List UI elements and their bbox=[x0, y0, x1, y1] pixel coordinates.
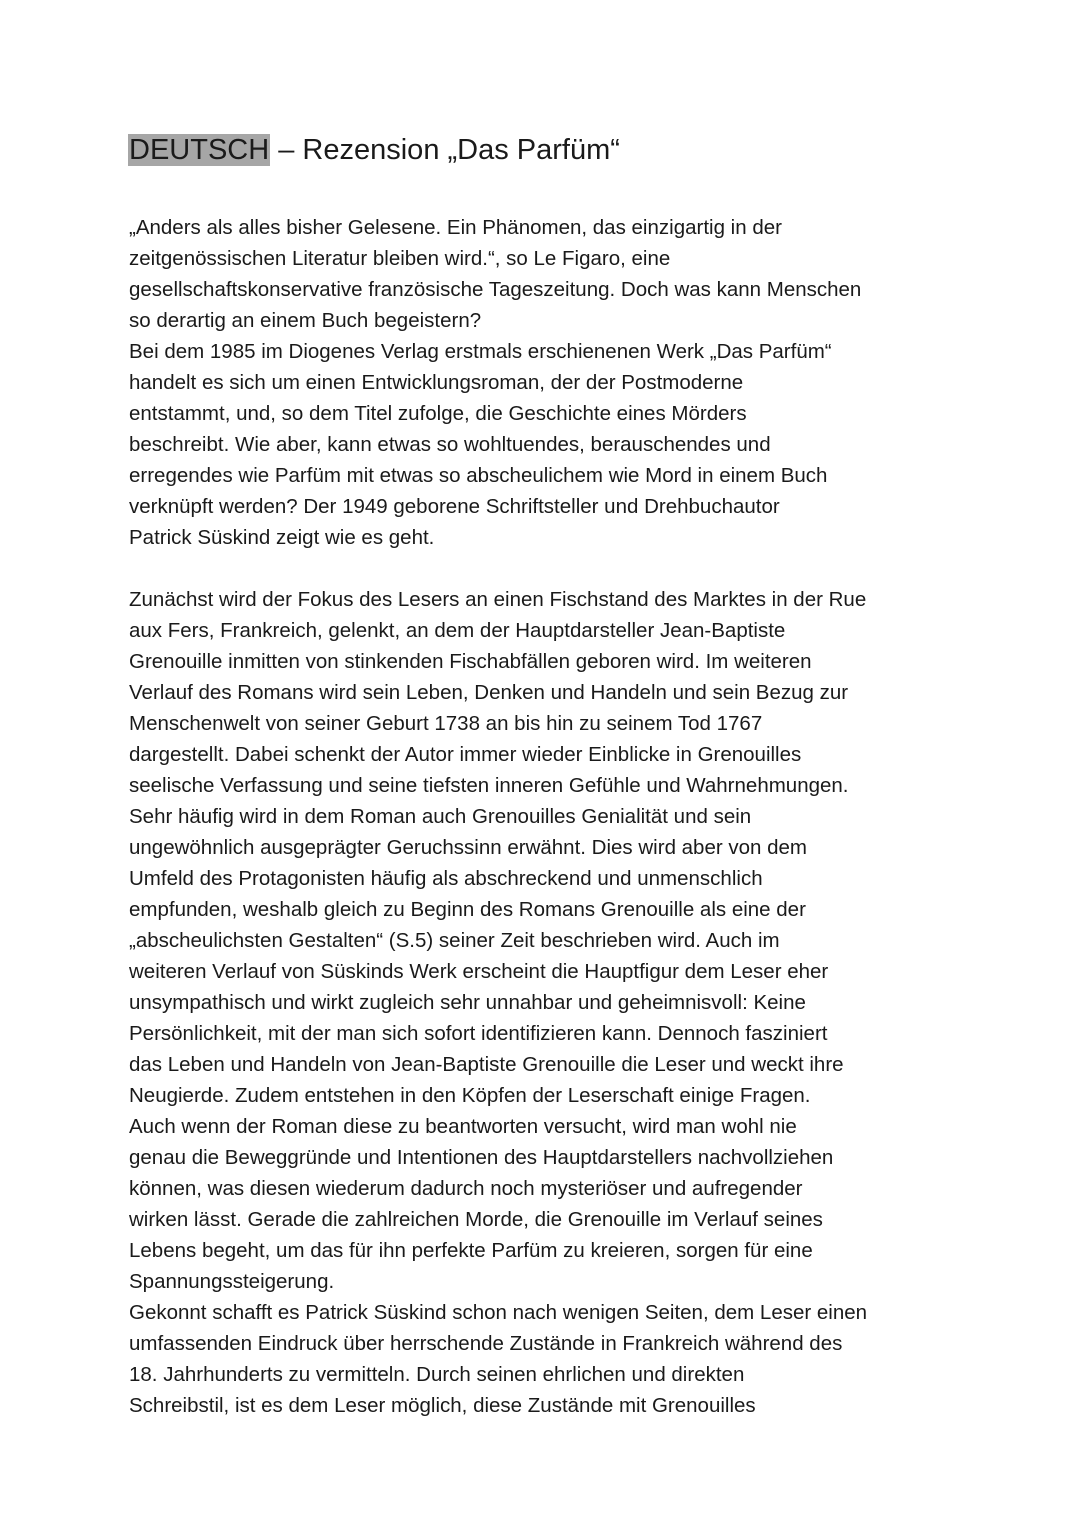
text-line: können, was diesen wiederum dadurch noch mysteriöser und aufregender bbox=[129, 1177, 803, 1200]
text-line: Spannungssteigerung. bbox=[129, 1270, 335, 1293]
title-text: – Rezension „Das Parfüm“ bbox=[270, 134, 620, 166]
text-line: erregendes wie Parfüm mit etwas so abscheulichem wie Mord in einem Buch bbox=[129, 464, 828, 487]
text-line: dargestellt. Dabei schenkt der Autor immer wieder Einblicke in Grenouilles bbox=[129, 743, 802, 766]
paragraph-intro-quote bbox=[129, 212, 959, 336]
text-line: „abscheulichsten Gestalten“ (S.5) seiner Zeit beschrieben wird. Auch im bbox=[129, 929, 780, 952]
text-line: Gekonnt schafft es Patrick Süskind schon nach wenigen Seiten, dem Leser einen bbox=[129, 1301, 868, 1324]
text-line: so derartig an einem Buch begeistern? bbox=[129, 309, 482, 332]
text-line: Umfeld des Protagonisten häufig als abschreckend und unmenschlich bbox=[129, 867, 763, 890]
text-line: verknüpft werden? Der 1949 geborene Schriftsteller und Drehbuchautor bbox=[129, 495, 780, 518]
paragraph-book-info bbox=[129, 336, 959, 553]
text-line: gesellschaftskonservative französische Tageszeitung. Doch was kann Menschen bbox=[129, 278, 862, 301]
paragraph-style-assessment bbox=[129, 1297, 959, 1421]
text-line: Bei dem 1985 im Diogenes Verlag erstmals erschienenen Werk „Das Parfüm“ bbox=[129, 340, 832, 363]
text-line: genau die Beweggründe und Intentionen des Hauptdarstellers nachvollziehen bbox=[129, 1146, 834, 1169]
text-line: ungewöhnlich ausgeprägter Geruchssinn erwähnt. Dies wird aber von dem bbox=[129, 836, 808, 859]
text-line: Schreibstil, ist es dem Leser möglich, diese Zustände mit Grenouilles bbox=[129, 1394, 756, 1417]
text-line: 18. Jahrhunderts zu vermitteln. Durch seinen ehrlichen und direkten bbox=[129, 1363, 745, 1386]
text-line: Zunächst wird der Fokus des Lesers an einen Fischstand des Marktes in der Rue bbox=[129, 588, 867, 611]
text-line: Persönlichkeit, mit der man sich sofort identifizieren kann. Dennoch fasziniert bbox=[129, 1022, 828, 1045]
text-line: weiteren Verlauf von Süskinds Werk erscheint die Hauptfigur dem Leser eher bbox=[129, 960, 829, 983]
review-body bbox=[129, 212, 959, 1421]
text-line: unsympathisch und wirkt zugleich sehr unnahbar und geheimnisvoll: Keine bbox=[129, 991, 806, 1014]
paragraph-spacer bbox=[129, 553, 959, 584]
text-line: wirken lässt. Gerade die zahlreichen Morde, die Grenouille im Verlauf seines bbox=[129, 1208, 823, 1231]
text-line: empfunden, weshalb gleich zu Beginn des Romans Grenouille als eine der bbox=[129, 898, 806, 921]
subject-label: DEUTSCH bbox=[129, 134, 270, 166]
text-line: Neugierde. Zudem entstehen in den Köpfen der Leserschaft einige Fragen. bbox=[129, 1084, 811, 1107]
text-line: handelt es sich um einen Entwicklungsroman, der der Postmoderne bbox=[129, 371, 744, 394]
text-line: Menschenwelt von seiner Geburt 1738 an bis hin zu seinem Tod 1767 bbox=[129, 712, 763, 735]
text-line: Lebens begeht, um das für ihn perfekte Parfüm zu kreieren, sorgen für eine bbox=[129, 1239, 813, 1262]
text-line: beschreibt. Wie aber, kann etwas so wohltuendes, berauschendes und bbox=[129, 433, 771, 456]
text-line: seelische Verfassung und seine tiefsten inneren Gefühle und Wahrnehmungen. bbox=[129, 774, 849, 797]
text-line: das Leben und Handeln von Jean-Baptiste Grenouille die Leser und weckt ihre bbox=[129, 1053, 844, 1076]
text-line: Patrick Süskind zeigt wie es geht. bbox=[129, 526, 435, 549]
text-line: Auch wenn der Roman diese zu beantworten versucht, wird man wohl nie bbox=[129, 1115, 797, 1138]
text-line: „Anders als alles bisher Gelesene. Ein Phänomen, das einzigartig in der bbox=[129, 216, 782, 239]
text-line: Verlauf des Romans wird sein Leben, Denken und Handeln und sein Bezug zur bbox=[129, 681, 849, 704]
paragraph-plot-summary bbox=[129, 584, 959, 1297]
text-line: Sehr häufig wird in dem Roman auch Grenouilles Genialität und sein bbox=[129, 805, 752, 828]
text-line: umfassenden Eindruck über herrschende Zustände in Frankreich während des bbox=[129, 1332, 843, 1355]
text-line: zeitgenössischen Literatur bleiben wird.“, so Le Figaro, eine bbox=[129, 247, 671, 270]
text-line: Grenouille inmitten von stinkenden Fischabfällen geboren wird. Im weiteren bbox=[129, 650, 812, 673]
document-title bbox=[128, 128, 620, 172]
text-line: aux Fers, Frankreich, gelenkt, an dem der Hauptdarsteller Jean-Baptiste bbox=[129, 619, 786, 642]
text-line: entstammt, und, so dem Titel zufolge, die Geschichte eines Mörders bbox=[129, 402, 747, 425]
